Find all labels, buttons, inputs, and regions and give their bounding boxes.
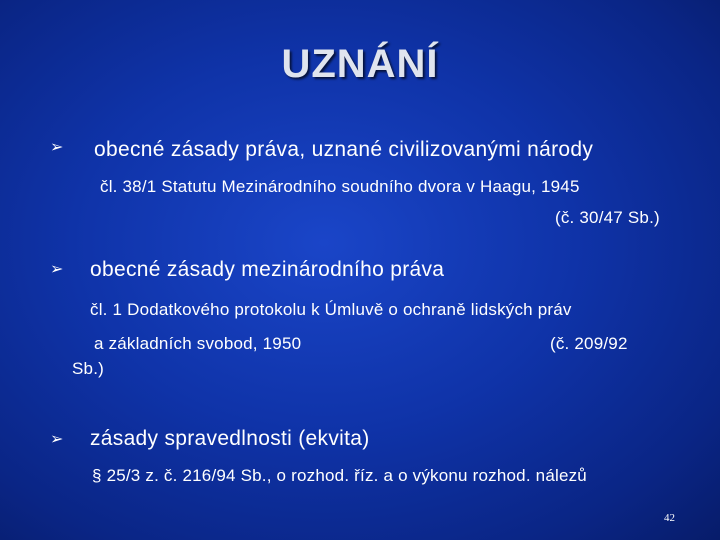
item-2-line-4: Sb.) — [72, 359, 104, 378]
item-3-heading: zásady spravedlnosti (ekvita) — [90, 427, 370, 450]
item-2-line-1: čl. 1 Dodatkového protokolu k Úmluvě o ochraně lidských práv — [90, 300, 572, 319]
bullet-arrow-icon: ➢ — [50, 431, 64, 448]
item-2-line-3: (č. 209/92 — [550, 334, 628, 353]
bullet-arrow-icon: ➢ — [50, 261, 64, 278]
item-2-line-2: a základních svobod, 1950 — [94, 334, 302, 353]
item-1-line-2: (č. 30/47 Sb.) — [555, 208, 660, 227]
slide-title: UZNÁNÍ — [281, 42, 439, 86]
item-2-heading: obecné zásady mezinárodního práva — [90, 258, 445, 281]
item-1-heading: obecné zásady práva, uznané civilizovanými národy — [94, 138, 594, 161]
item-1-line-1: čl. 38/1 Statutu Mezinárodního soudního dvora v Haagu, 1945 — [100, 177, 580, 196]
item-3-line-1: § 25/3 z. č. 216/94 Sb., o rozhod. říz. a o výkonu rozhod. nálezů — [92, 466, 587, 485]
bullet-arrow-icon: ➢ — [50, 139, 64, 156]
page-number: 42 — [664, 512, 675, 524]
